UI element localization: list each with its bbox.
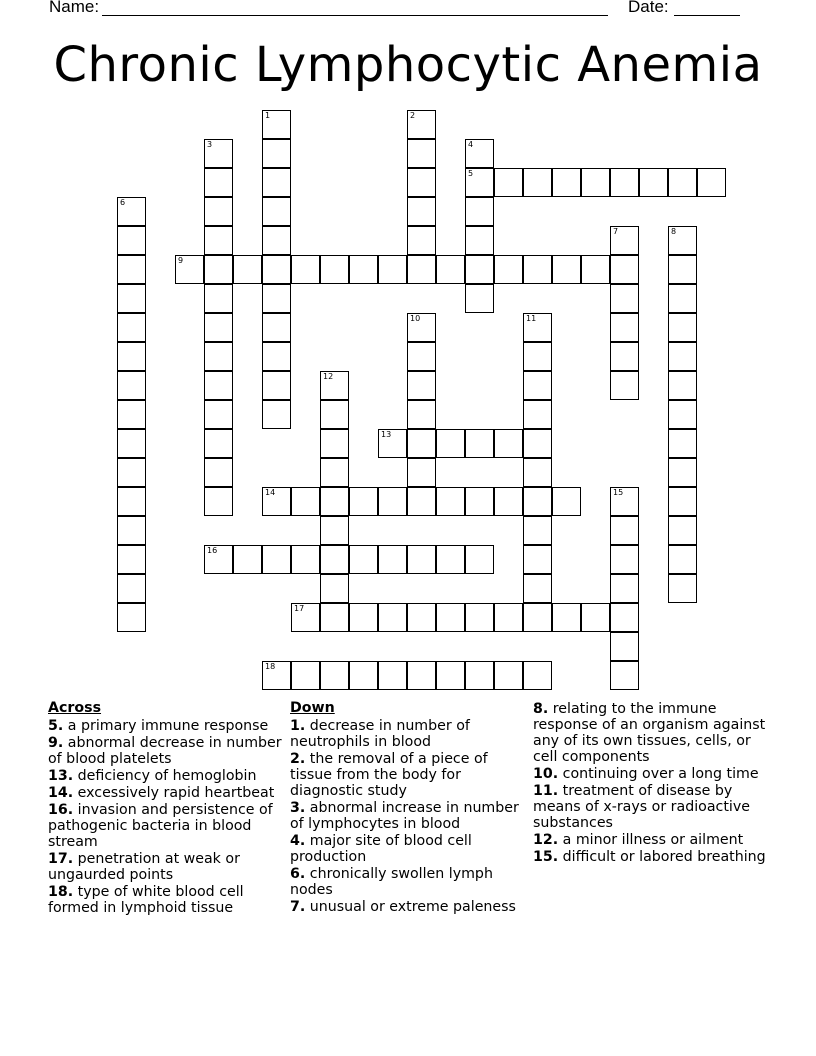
crossword-cell[interactable] bbox=[668, 400, 697, 429]
crossword-cell[interactable] bbox=[262, 284, 291, 313]
crossword-cell[interactable] bbox=[465, 487, 494, 516]
crossword-cell[interactable] bbox=[320, 255, 349, 284]
crossword-cell[interactable] bbox=[117, 255, 146, 284]
crossword-cell[interactable] bbox=[610, 371, 639, 400]
crossword-cell[interactable] bbox=[320, 516, 349, 545]
crossword-cell[interactable] bbox=[668, 284, 697, 313]
clue-item bbox=[48, 785, 283, 801]
clue-number: 12 bbox=[323, 372, 334, 381]
clue-number: 4 bbox=[468, 140, 474, 149]
clue-number: 6. bbox=[290, 866, 306, 882]
crossword-cell[interactable] bbox=[320, 603, 349, 632]
clue-number: 1 bbox=[265, 111, 271, 120]
clue-number: 13 bbox=[381, 430, 392, 439]
crossword-cell[interactable] bbox=[117, 603, 146, 632]
crossword-cell[interactable] bbox=[320, 458, 349, 487]
clue-text: decrease in number of neutrophils in blood bbox=[290, 718, 470, 750]
crossword-cell[interactable] bbox=[117, 371, 146, 400]
crossword-cell[interactable] bbox=[204, 139, 233, 168]
crossword-cell[interactable] bbox=[262, 110, 291, 139]
clue-number: 14 bbox=[265, 488, 276, 497]
crossword-cell[interactable] bbox=[291, 255, 320, 284]
crossword-cell[interactable] bbox=[610, 545, 639, 574]
crossword-cell[interactable] bbox=[465, 429, 494, 458]
crossword-cell[interactable] bbox=[320, 545, 349, 574]
clue-text: a primary immune response bbox=[63, 718, 269, 734]
crossword-cell[interactable] bbox=[552, 168, 581, 197]
clue-number: 15. bbox=[533, 849, 559, 865]
clue-number: 10. bbox=[533, 766, 559, 782]
crossword-cell[interactable] bbox=[668, 516, 697, 545]
crossword-cell[interactable] bbox=[407, 255, 436, 284]
crossword-cell[interactable] bbox=[523, 661, 552, 690]
clue-number: 17. bbox=[48, 851, 74, 867]
crossword-cell[interactable] bbox=[407, 313, 436, 342]
crossword-cell[interactable] bbox=[436, 429, 465, 458]
crossword-cell[interactable] bbox=[581, 603, 610, 632]
clue-text: penetration at weak or ungaurded points bbox=[48, 851, 240, 883]
crossword-cell[interactable] bbox=[204, 197, 233, 226]
puzzle-title: Chronic Lymphocytic Anemia bbox=[53, 37, 763, 93]
crossword-cell[interactable] bbox=[320, 487, 349, 516]
crossword-cell[interactable] bbox=[494, 661, 523, 690]
clue-text: abnormal decrease in number of blood platelets bbox=[48, 735, 282, 767]
clue-text: relating to the immune response of an organism against any of its own tissues, cells, or cell components bbox=[533, 701, 766, 765]
crossword-cell[interactable] bbox=[407, 226, 436, 255]
clue-text: type of white blood cell formed in lymphoid tissue bbox=[48, 884, 244, 916]
clue-item bbox=[533, 701, 773, 765]
crossword-cell[interactable] bbox=[581, 168, 610, 197]
crossword-cell[interactable] bbox=[465, 226, 494, 255]
clue-text: deficiency of hemoglobin bbox=[73, 768, 257, 784]
crossword-cell[interactable] bbox=[465, 603, 494, 632]
crossword-cell[interactable] bbox=[378, 429, 407, 458]
crossword-cell[interactable] bbox=[610, 487, 639, 516]
crossword-cell[interactable] bbox=[465, 545, 494, 574]
clue-number: 18. bbox=[48, 884, 74, 900]
clue-number: 18 bbox=[265, 662, 276, 671]
crossword-cell[interactable] bbox=[291, 487, 320, 516]
date-label: Date: bbox=[628, 0, 669, 16]
clue-number: 3. bbox=[290, 800, 306, 816]
clue-number: 2 bbox=[410, 111, 416, 120]
crossword-cell[interactable] bbox=[378, 255, 407, 284]
crossword-cell[interactable] bbox=[668, 487, 697, 516]
crossword-cell[interactable] bbox=[407, 661, 436, 690]
crossword-cell[interactable] bbox=[668, 574, 697, 603]
crossword-cell[interactable] bbox=[668, 342, 697, 371]
crossword-cell[interactable] bbox=[320, 429, 349, 458]
crossword-cell[interactable] bbox=[175, 255, 204, 284]
clue-number: 14. bbox=[48, 785, 74, 801]
crossword-cell[interactable] bbox=[407, 603, 436, 632]
clue-item bbox=[290, 800, 525, 832]
crossword-cell[interactable] bbox=[349, 603, 378, 632]
crossword-cell[interactable] bbox=[552, 487, 581, 516]
crossword-cell[interactable] bbox=[291, 545, 320, 574]
down-heading: Down bbox=[290, 700, 335, 716]
crossword-cell[interactable] bbox=[407, 371, 436, 400]
clue-number: 4. bbox=[290, 833, 306, 849]
crossword-cell[interactable] bbox=[523, 255, 552, 284]
clue-text: continuing over a long time bbox=[558, 766, 759, 782]
clue-text: chronically swollen lymph nodes bbox=[290, 866, 493, 898]
crossword-cell[interactable] bbox=[523, 168, 552, 197]
clue-item bbox=[48, 718, 283, 734]
crossword-cell[interactable] bbox=[523, 574, 552, 603]
crossword-cell[interactable] bbox=[291, 603, 320, 632]
crossword-cell[interactable] bbox=[407, 197, 436, 226]
clue-item bbox=[290, 866, 525, 898]
crossword-cell[interactable] bbox=[262, 400, 291, 429]
crossword-cell[interactable] bbox=[117, 226, 146, 255]
clue-item bbox=[48, 735, 283, 767]
crossword-cell[interactable] bbox=[117, 197, 146, 226]
name-label: Name: bbox=[49, 0, 100, 16]
crossword-cell[interactable] bbox=[436, 603, 465, 632]
clue-text: invasion and persistence of pathogenic bacteria in blood stream bbox=[48, 802, 273, 850]
clue-item bbox=[48, 802, 283, 850]
crossword-cell[interactable] bbox=[262, 371, 291, 400]
crossword-cell[interactable] bbox=[117, 458, 146, 487]
crossword-cell[interactable] bbox=[610, 342, 639, 371]
crossword-cell[interactable] bbox=[349, 661, 378, 690]
crossword-cell[interactable] bbox=[320, 574, 349, 603]
crossword-cell[interactable] bbox=[610, 255, 639, 284]
clue-number: 11. bbox=[533, 783, 559, 799]
crossword-cell[interactable] bbox=[523, 458, 552, 487]
clue-text: unusual or extreme paleness bbox=[305, 899, 516, 915]
crossword-cell[interactable] bbox=[523, 342, 552, 371]
crossword-cell[interactable] bbox=[436, 545, 465, 574]
crossword-cell[interactable] bbox=[610, 603, 639, 632]
clue-item bbox=[533, 766, 773, 782]
crossword-cell[interactable] bbox=[668, 371, 697, 400]
clue-number: 8 bbox=[671, 227, 677, 236]
crossword-cell[interactable] bbox=[204, 342, 233, 371]
crossword-cell[interactable] bbox=[262, 545, 291, 574]
crossword-cell[interactable] bbox=[668, 545, 697, 574]
worksheet-header bbox=[0, 0, 816, 22]
crossword-cell[interactable] bbox=[494, 429, 523, 458]
crossword-cell[interactable] bbox=[407, 429, 436, 458]
clue-item bbox=[290, 718, 525, 750]
date-field[interactable] bbox=[674, 15, 740, 16]
crossword-cell[interactable] bbox=[610, 313, 639, 342]
crossword-cell[interactable] bbox=[523, 487, 552, 516]
crossword-cell[interactable] bbox=[291, 661, 320, 690]
crossword-cell[interactable] bbox=[117, 487, 146, 516]
crossword-cell[interactable] bbox=[233, 255, 262, 284]
crossword-cell[interactable] bbox=[117, 429, 146, 458]
crossword-cell[interactable] bbox=[204, 371, 233, 400]
crossword-cell[interactable] bbox=[204, 400, 233, 429]
crossword-cell[interactable] bbox=[668, 313, 697, 342]
crossword-cell[interactable] bbox=[523, 429, 552, 458]
crossword-cell[interactable] bbox=[117, 545, 146, 574]
clue-text: the removal of a piece of tissue from the body for diagnostic study bbox=[290, 751, 488, 799]
clue-item bbox=[48, 768, 283, 784]
crossword-cell[interactable] bbox=[407, 545, 436, 574]
clue-item bbox=[290, 833, 525, 865]
clue-text: abnormal increase in number of lymphocytes in blood bbox=[290, 800, 519, 832]
clue-number: 15 bbox=[613, 488, 624, 497]
crossword-cell[interactable] bbox=[639, 168, 668, 197]
crossword-cell[interactable] bbox=[407, 110, 436, 139]
crossword-cell[interactable] bbox=[117, 313, 146, 342]
crossword-cell[interactable] bbox=[610, 226, 639, 255]
down-clues bbox=[290, 700, 525, 916]
clue-item bbox=[533, 783, 773, 831]
crossword-cell[interactable] bbox=[320, 371, 349, 400]
crossword-cell[interactable] bbox=[436, 661, 465, 690]
crossword-cell[interactable] bbox=[378, 545, 407, 574]
crossword-cell[interactable] bbox=[668, 226, 697, 255]
crossword-cell[interactable] bbox=[204, 429, 233, 458]
clue-text: excessively rapid heartbeat bbox=[73, 785, 275, 801]
crossword-cell[interactable] bbox=[378, 603, 407, 632]
crossword-cell[interactable] bbox=[523, 313, 552, 342]
crossword-cell[interactable] bbox=[204, 168, 233, 197]
crossword-cell[interactable] bbox=[407, 139, 436, 168]
crossword-cell[interactable] bbox=[117, 342, 146, 371]
clue-number: 17 bbox=[294, 604, 305, 613]
clue-text: a minor illness or ailment bbox=[558, 832, 744, 848]
crossword-cell[interactable] bbox=[204, 313, 233, 342]
crossword-cell[interactable] bbox=[117, 574, 146, 603]
crossword-cell[interactable] bbox=[668, 255, 697, 284]
down-clues-continued bbox=[533, 701, 773, 866]
crossword-cell[interactable] bbox=[552, 255, 581, 284]
clue-text: difficult or labored breathing bbox=[558, 849, 766, 865]
crossword-cell[interactable] bbox=[523, 371, 552, 400]
crossword-cell[interactable] bbox=[349, 255, 378, 284]
clue-number: 8. bbox=[533, 701, 549, 717]
crossword-cell[interactable] bbox=[552, 603, 581, 632]
clue-number: 11 bbox=[526, 314, 537, 323]
crossword-cell[interactable] bbox=[465, 168, 494, 197]
crossword-cell[interactable] bbox=[262, 197, 291, 226]
crossword-cell[interactable] bbox=[494, 487, 523, 516]
crossword-cell[interactable] bbox=[494, 255, 523, 284]
crossword-cell[interactable] bbox=[117, 400, 146, 429]
clue-number: 9 bbox=[178, 256, 184, 265]
crossword-cell[interactable] bbox=[204, 487, 233, 516]
crossword-cell[interactable] bbox=[117, 516, 146, 545]
clue-number: 5 bbox=[468, 169, 474, 178]
crossword-cell[interactable] bbox=[204, 545, 233, 574]
crossword-cell[interactable] bbox=[465, 284, 494, 313]
clue-number: 16 bbox=[207, 546, 218, 555]
crossword-cell[interactable] bbox=[407, 458, 436, 487]
crossword-cell[interactable] bbox=[204, 284, 233, 313]
crossword-cell[interactable] bbox=[320, 661, 349, 690]
across-clue-list bbox=[48, 718, 283, 916]
crossword-cell[interactable] bbox=[407, 168, 436, 197]
crossword-cell[interactable] bbox=[610, 574, 639, 603]
crossword-cell[interactable] bbox=[117, 284, 146, 313]
clue-number: 7. bbox=[290, 899, 306, 915]
clue-item bbox=[48, 884, 283, 916]
clue-number: 5. bbox=[48, 718, 64, 734]
clue-item bbox=[290, 899, 525, 915]
clue-number: 2. bbox=[290, 751, 306, 767]
crossword-cell[interactable] bbox=[349, 545, 378, 574]
crossword-cell[interactable] bbox=[262, 139, 291, 168]
clue-number: 3 bbox=[207, 140, 213, 149]
crossword-cell[interactable] bbox=[465, 139, 494, 168]
clue-text: major site of blood cell production bbox=[290, 833, 472, 865]
crossword-cell[interactable] bbox=[494, 168, 523, 197]
clue-number: 13. bbox=[48, 768, 74, 784]
crossword-cell[interactable] bbox=[407, 400, 436, 429]
crossword-cell[interactable] bbox=[610, 284, 639, 313]
crossword-cell[interactable] bbox=[262, 168, 291, 197]
clue-number: 10 bbox=[410, 314, 421, 323]
clue-item bbox=[533, 832, 773, 848]
clue-number: 6 bbox=[120, 198, 126, 207]
crossword-cell[interactable] bbox=[610, 516, 639, 545]
crossword-cell[interactable] bbox=[668, 429, 697, 458]
crossword-cell[interactable] bbox=[668, 458, 697, 487]
crossword-cell[interactable] bbox=[494, 603, 523, 632]
name-field[interactable] bbox=[102, 15, 608, 16]
crossword-cell[interactable] bbox=[407, 487, 436, 516]
down-clue-list-continued bbox=[533, 701, 773, 865]
crossword-cell[interactable] bbox=[262, 487, 291, 516]
crossword-cell[interactable] bbox=[407, 342, 436, 371]
crossword-cell[interactable] bbox=[262, 661, 291, 690]
crossword-cell[interactable] bbox=[262, 255, 291, 284]
crossword-cell[interactable] bbox=[262, 313, 291, 342]
down-clue-list bbox=[290, 718, 525, 915]
crossword-cell[interactable] bbox=[465, 197, 494, 226]
crossword-cell[interactable] bbox=[262, 226, 291, 255]
crossword-cell[interactable] bbox=[523, 545, 552, 574]
crossword-cell[interactable] bbox=[523, 603, 552, 632]
clue-number: 7 bbox=[613, 227, 619, 236]
clue-number: 1. bbox=[290, 718, 306, 734]
across-clues bbox=[48, 700, 283, 917]
crossword-cell[interactable] bbox=[465, 661, 494, 690]
clue-text: treatment of disease by means of x-rays or radioactive substances bbox=[533, 783, 750, 831]
across-heading: Across bbox=[48, 700, 102, 716]
crossword-cell[interactable] bbox=[465, 255, 494, 284]
crossword-cell[interactable] bbox=[436, 487, 465, 516]
crossword-cell[interactable] bbox=[581, 255, 610, 284]
crossword-cell[interactable] bbox=[697, 168, 726, 197]
crossword-cell[interactable] bbox=[378, 487, 407, 516]
crossword-cell[interactable] bbox=[262, 342, 291, 371]
crossword-cell[interactable] bbox=[349, 487, 378, 516]
clue-item bbox=[48, 851, 283, 883]
clue-item bbox=[290, 751, 525, 799]
crossword-cell[interactable] bbox=[436, 255, 465, 284]
crossword-cell[interactable] bbox=[204, 255, 233, 284]
crossword-cell[interactable] bbox=[610, 661, 639, 690]
crossword-cell[interactable] bbox=[523, 516, 552, 545]
crossword-cell[interactable] bbox=[523, 400, 552, 429]
clue-item bbox=[533, 849, 773, 865]
clue-number: 16. bbox=[48, 802, 74, 818]
clue-number: 9. bbox=[48, 735, 64, 751]
crossword-cell[interactable] bbox=[233, 545, 262, 574]
crossword-cell[interactable] bbox=[320, 400, 349, 429]
crossword-cell[interactable] bbox=[610, 632, 639, 661]
crossword-cell[interactable] bbox=[204, 458, 233, 487]
clue-number: 12. bbox=[533, 832, 559, 848]
crossword-cell[interactable] bbox=[610, 168, 639, 197]
crossword-cell[interactable] bbox=[378, 661, 407, 690]
crossword-cell[interactable] bbox=[668, 168, 697, 197]
crossword-cell[interactable] bbox=[204, 226, 233, 255]
